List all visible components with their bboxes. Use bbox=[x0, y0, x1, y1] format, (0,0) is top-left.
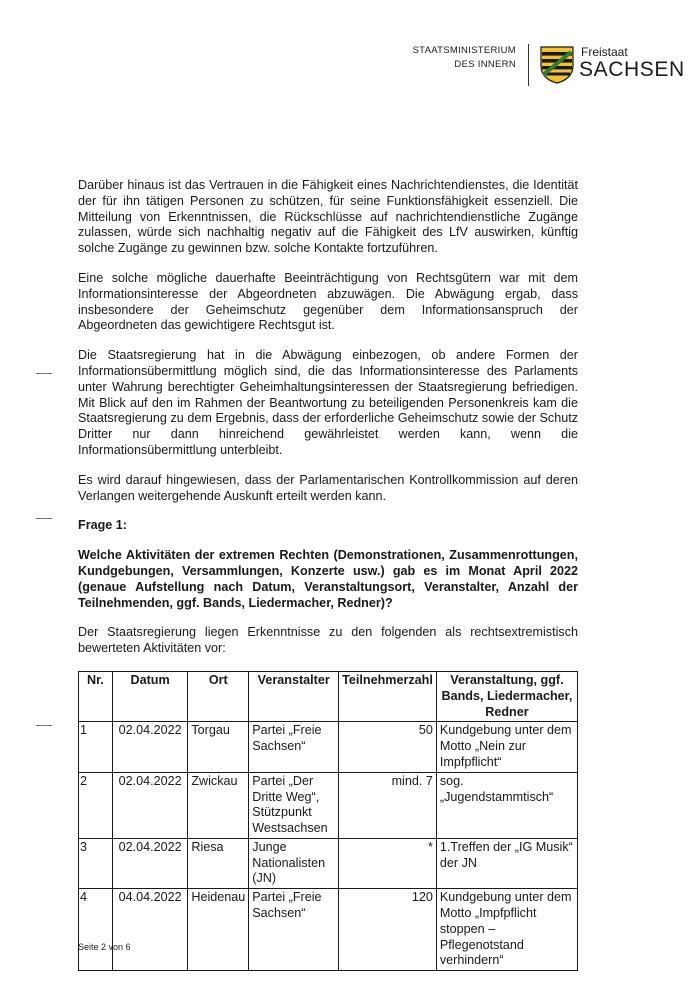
cell-teilnehmerzahl: mind. 7 bbox=[339, 772, 437, 838]
table-row bbox=[79, 722, 578, 772]
cell-datum: 02.04.2022 bbox=[112, 838, 188, 888]
brand-large: SACHSEN bbox=[579, 58, 685, 81]
cell-teilnehmerzahl: 120 bbox=[339, 889, 437, 971]
cell-nr: 2 bbox=[79, 772, 113, 838]
cell-veranstaltung: Kundgebung unter dem Motto „Nein zur Impfpflicht“ bbox=[436, 722, 577, 772]
paragraph-1: Darüber hinaus ist das Vertrauen in die Fähigkeit eines Nachrichtendienstes, die Identität der für ihn tätigen Personen zu schützen, für seine Funktionsfähigkeit essenziell. Die Mitteilung von Erkenntnissen, die Rückschlüsse auf nachrichtendienstliche Zugänge zulassen, würde sich nachhaltig negativ auf die Fähigkeit des LfV auswirken, künftig solche Zugänge zu gewinnen bzw. solche Kontakte fortzuführen. bbox=[78, 178, 578, 256]
cell-ort: Zwickau bbox=[188, 772, 249, 838]
cell-datum: 04.04.2022 bbox=[112, 889, 188, 971]
cell-nr: 1 bbox=[79, 722, 113, 772]
paragraph-2: Eine solche mögliche dauerhafte Beeinträchtigung von Rechtsgütern war mit dem Informationsinteresse der Abgeordneten abzuwägen. Die Abwägung ergab, dass insbesondere der Geheimschutz gegenüber dem Informationsanspruch der Abgeordneten das gewichtigere Rechtsgut ist. bbox=[78, 270, 578, 333]
cell-veranstalter: Partei „Freie Sachsen“ bbox=[249, 722, 339, 772]
cell-teilnehmerzahl: * bbox=[339, 838, 437, 888]
header-divider bbox=[528, 44, 529, 86]
table-row bbox=[79, 889, 578, 971]
coat-of-arms-icon bbox=[540, 46, 574, 84]
table-row bbox=[79, 838, 578, 888]
question-title: Frage 1: bbox=[78, 518, 127, 533]
ministry-name bbox=[404, 44, 516, 72]
cell-veranstalter: Junge Nationalisten (JN) bbox=[249, 838, 339, 888]
table-header-row bbox=[79, 671, 578, 721]
page-number: Seite 2 von 6 bbox=[78, 942, 131, 952]
answer-intro: Der Staatsregierung liegen Erkenntnisse zu den folgenden als rechtsextremistisch bewerteten Aktivitäten vor: bbox=[78, 625, 578, 656]
paragraph-3: Die Staatsregierung hat in die Abwägung einbezogen, ob andere Formen der Informationsübermittlung möglich sind, die das Informationsinteresse des Parlaments unter Wahrung berechtigter Geheimhaltungsinteressen der Staatsregierung befriedigen. Mit Blick auf den im Rahmen der Beantwortung zu beteiligenden Personenkreis kam die Staatsregierung zu dem Ergebnis, dass der erforderliche Geheimschutz sowie der Schutz Dritter nur dann hinreichend gewährleistet werden kann, wenn die Informationsübermittlung unterbleibt. bbox=[78, 348, 578, 457]
cell-datum: 02.04.2022 bbox=[112, 772, 188, 838]
margin-mark bbox=[36, 518, 52, 519]
cell-veranstalter: Partei „Der Dritte Weg“, Stützpunkt Westsachsen bbox=[249, 772, 339, 838]
cell-ort: Riesa bbox=[188, 838, 249, 888]
cell-nr: 3 bbox=[79, 838, 113, 888]
table-row bbox=[79, 772, 578, 838]
cell-ort: Torgau bbox=[188, 722, 249, 772]
document-body bbox=[78, 178, 578, 971]
brand-small: Freistaat bbox=[581, 45, 628, 59]
cell-datum: 02.04.2022 bbox=[112, 722, 188, 772]
cell-veranstalter: Partei „Freie Sachsen“ bbox=[249, 889, 339, 971]
ministry-line-2: DES INNERN bbox=[454, 59, 516, 70]
header-nr: Nr. bbox=[79, 671, 113, 721]
header-veranstaltung: Veranstaltung, ggf. Bands, Liedermacher, Redner bbox=[436, 671, 577, 721]
cell-veranstaltung: 1.Treffen der „IG Musik“ der JN bbox=[436, 838, 577, 888]
header-datum: Datum bbox=[112, 671, 188, 721]
cell-nr: 4 bbox=[79, 889, 113, 971]
header-veranstalter: Veranstalter bbox=[249, 671, 339, 721]
cell-veranstaltung: Kundgebung unter dem Motto „Impfpflicht stoppen – Pflegenotstand verhindern“ bbox=[436, 889, 577, 971]
ministry-line-1: STAATSMINISTERIUM bbox=[412, 45, 516, 56]
question-text: Welche Aktivitäten der extremen Rechten (Demonstrationen, Zusammenrottungen, Kundgebungen, Versammlungen, Konzerte usw.) gab es im Monat April 2022 (genaue Aufstellung nach Datum, Veranstaltungsort, Veranstalter, Anzahl der Teilnehmenden, ggf. Bands, Liedermacher, Redner)? bbox=[78, 548, 578, 610]
cell-teilnehmerzahl: 50 bbox=[339, 722, 437, 772]
header-teilnehmerzahl: Teilnehmerzahl bbox=[339, 671, 437, 721]
header-ort: Ort bbox=[188, 671, 249, 721]
paragraph-4: Es wird darauf hingewiesen, dass der Parlamentarischen Kontrollkommission auf deren Verlangen weitergehende Auskunft erteilt werden kann. bbox=[78, 472, 578, 503]
margin-mark bbox=[36, 725, 52, 726]
cell-ort: Heidenau bbox=[188, 889, 249, 971]
events-table bbox=[78, 671, 578, 971]
cell-veranstaltung: sog. „Jugendstammtisch“ bbox=[436, 772, 577, 838]
margin-mark bbox=[36, 373, 52, 374]
